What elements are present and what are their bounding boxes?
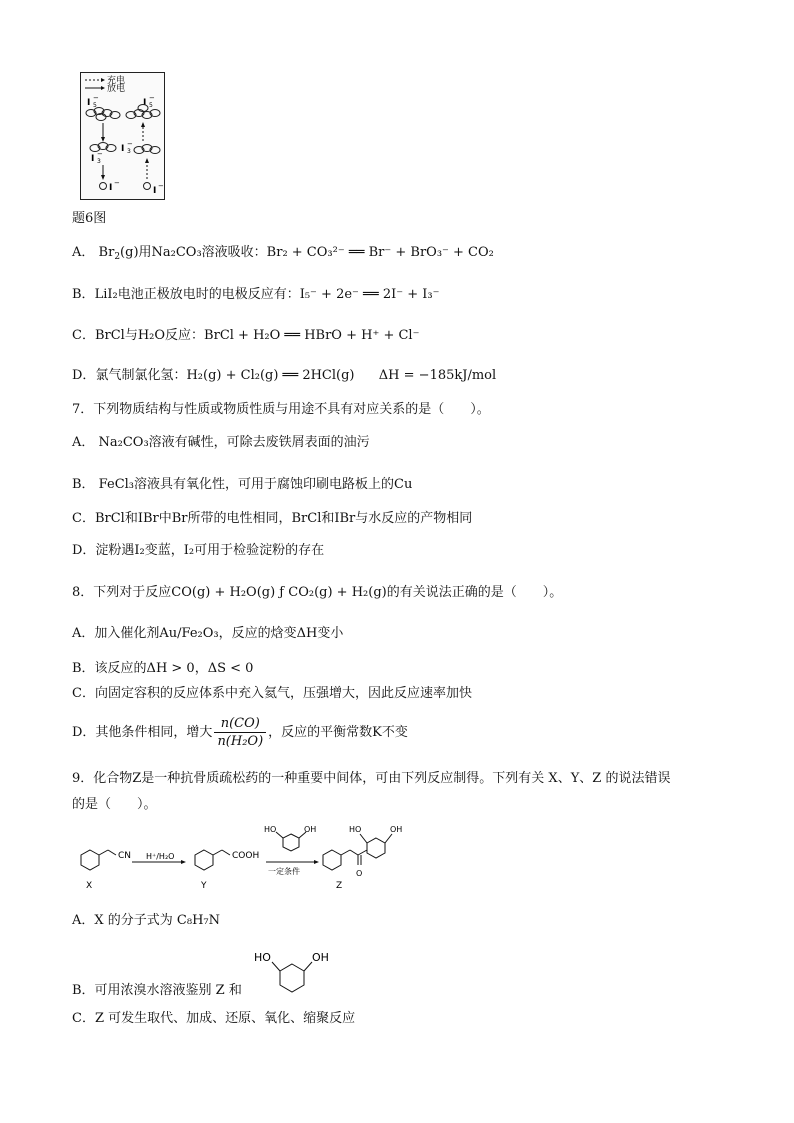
q6-a-equation: Br₂ + CO₃²⁻ ══ Br⁻ + BrO₃⁻ + CO₂ [266,245,494,260]
iodide-right [144,183,151,190]
q8-stem [72,584,562,602]
resorcinol-ring [280,964,304,992]
q6-d-prefix: D． [72,368,96,383]
q8-option-d [72,714,408,752]
q7-option-c: C．BrCl和IBr中Br所带的电性相同，BrCl和IBr与水反应的产物相同 [72,511,473,526]
q6-b-prefix: B． [72,287,95,302]
label-z: Z [336,881,343,891]
q7-stem: 7．下列物质结构与性质或物质性质与用途不具有对应关系的是（ ）。 [72,402,490,417]
svg-text:3: 3 [127,148,131,155]
legend-charge-label: 充电 [107,76,126,86]
battery-diagram [80,72,165,200]
figure-caption: 题6图 [72,211,107,226]
reagent-hydrolysis: H⁺/H₂O [146,852,175,861]
q6-d-enthalpy: ΔH = −185kJ/mol [378,368,497,383]
legend-discharge-label: 放电 [107,84,126,94]
z-ho-group: HO [349,825,362,834]
resorcinol-oh: OH [312,951,329,964]
q9-reaction-scheme [70,822,410,902]
q9-option-a: A．X 的分子式为 C₈H₇N [72,913,220,928]
reagent-oh: OH [304,825,317,834]
q6-d-equation: H₂(g) + Cl₂(g) ══ 2HCl(g) [186,368,355,383]
q6-option-a: A． $Br_2(g)$用Na₂CO₃溶液吸收：Br₂ + CO₃²⁻ ══ Br⁻ + BrO₃⁻ + CO₂ [72,245,494,262]
i3-molecule-left [90,143,116,152]
resorcinol-structure [250,948,340,998]
i3-label-left: I [91,154,95,164]
q6-a-text: 用Na₂CO₃溶液吸收： [138,245,267,260]
q8-option-c: C．向固定容积的反应体系中充入氦气，压强增大，因此反应速率加快 [72,686,472,701]
resorcinol-ring-reagent [283,834,299,851]
q8-d-suffix: ，反应的平衡常数K不变 [268,725,408,740]
q6-d-text: 氯气制氯化氢： [95,368,187,383]
reagent-condition: 一定条件 [268,867,300,876]
q6-c-prefix: C． [72,328,95,343]
q6-c-text: BrCl与H₂O反应： [94,328,205,343]
svg-text:−: − [97,150,103,158]
svg-text:−: − [93,94,99,102]
i5-label-left: I [87,98,91,108]
svg-text:−: − [158,182,164,190]
i3-label-right: I [121,144,125,154]
svg-text:−: − [149,94,155,102]
label-y: Y [201,881,207,891]
z-oh-group: OH [390,825,403,834]
q6-a-prefix: A． [72,245,95,260]
iodide-left [100,183,107,190]
i5-label-right: I [143,98,147,108]
q9-stem-line1: 9．化合物Z是一种抗骨质疏松药的一种重要中间体，可由下列反应制得。下列有关 X、Y、Z 的说法错误 [72,771,671,786]
y-benzene-ring [195,850,213,870]
q8-option-a: A．加入催化剂Au/Fe₂O₃，反应的焓变ΔH变小 [72,626,344,641]
x-cn-group: CN [118,851,132,861]
resorcinol-ho: HO [254,951,271,964]
i3-molecule-right [134,145,160,154]
x-benzene-ring [81,850,99,870]
i5-molecule-left [86,108,120,121]
q7-option-a: A． Na₂CO₃溶液有碱性，可除去废铁屑表面的油污 [72,435,370,450]
q6-b-equation: I₅⁻ + 2e⁻ ══ 2I⁻ + I₃⁻ [299,287,440,302]
battery-diagram-svg [81,73,164,199]
iodide-label-right: I [153,186,157,196]
q8-d-denominator: n(H₂O) [217,734,264,749]
q8-option-b: B．该反应的ΔH > 0，ΔS < 0 [72,661,254,676]
q6-b-text: LiI₂电池正极放电时的电极反应有： [94,287,300,302]
q8-stem-prefix: 8．下列对于反应 [72,585,172,600]
z-benzene-ring-2 [367,838,385,858]
svg-text:3: 3 [97,158,101,165]
q6-option-d [72,367,496,385]
q6-option-c [72,327,419,345]
q8-d-prefix: D．其他条件相同，增大 [72,725,213,740]
svg-text:−: − [114,179,120,187]
q7-option-b: B． FeCl₃溶液具有氧化性，可用于腐蚀印刷电路板上的Cu [72,477,413,492]
q8-stem-suffix: 的有关说法正确的是（ ）。 [386,585,563,600]
q7-option-d: D．淀粉遇I₂变蓝，I₂可用于检验淀粉的存在 [72,543,325,558]
svg-text:5: 5 [149,102,153,109]
q8-d-fraction [214,715,266,750]
q9-option-c: C．Z 可发生取代、加成、还原、氧化、缩聚反应 [72,1011,356,1026]
svg-text:−: − [127,140,133,148]
z-benzene-ring-1 [323,850,341,870]
q9-option-b: B．可用浓溴水溶液鉴别 Z 和 [72,983,242,998]
q6-c-equation: BrCl + H₂O ══ HBrO + H⁺ + Cl⁻ [204,328,420,343]
q8-reaction: CO(g) + H₂O(g) ƒ CO₂(g) + H₂(g) [171,585,387,600]
reagent-ho: HO [264,825,277,834]
svg-text:O: O [356,869,363,878]
q6-option-b [72,286,439,304]
y-cooh-group: COOH [232,851,260,861]
q9-stem-line2: 的是（ ）。 [72,797,157,812]
iodide-label-left: I [109,183,113,193]
q8-d-numerator: n(CO) [214,715,266,733]
svg-text:5: 5 [93,102,97,109]
label-x: X [86,881,93,891]
